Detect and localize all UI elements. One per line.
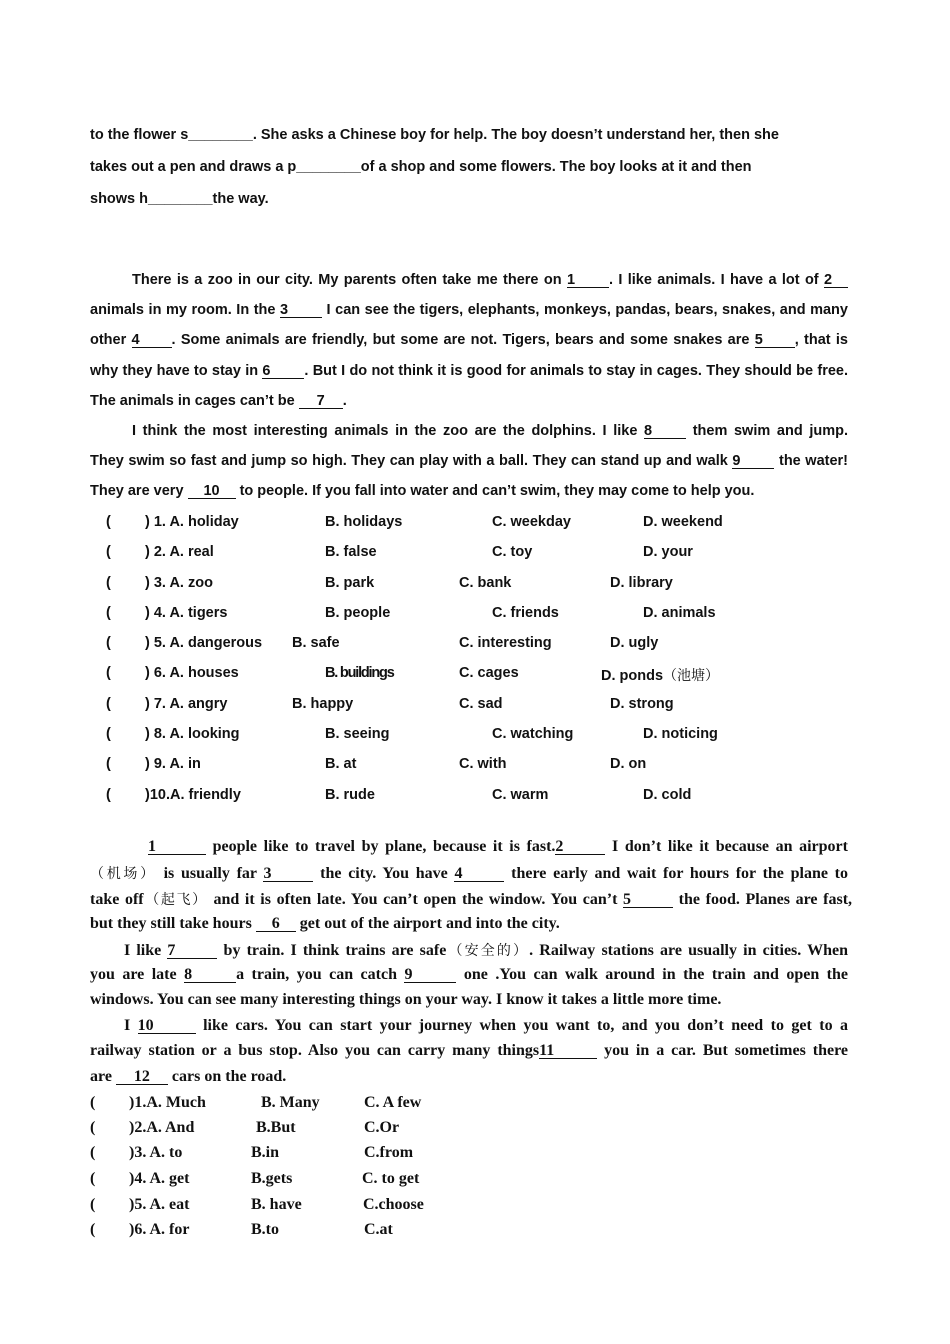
passage2-line-3	[90, 889, 852, 909]
text: They are very	[90, 483, 188, 499]
fill-blank: ________	[188, 127, 253, 143]
intro-line-1	[90, 127, 852, 143]
passage2-line-2	[90, 863, 848, 883]
passage2-line-7	[90, 991, 852, 1009]
option-c: C.Or	[364, 1119, 400, 1136]
blank-8: 8	[644, 424, 686, 439]
option-b: B. park	[325, 575, 375, 591]
option-d: D. on	[610, 756, 647, 772]
blank-8: 8	[184, 968, 236, 983]
text: take off	[90, 891, 144, 908]
text: . She asks a Chinese boy for help. The boy doesn’t understand her, then she	[252, 127, 779, 143]
option-b: B.gets	[251, 1170, 293, 1187]
option-b: B.But	[256, 1119, 296, 1136]
text: and it is often late. You can’t open the window. You can’t	[207, 891, 624, 908]
blank-7: 7	[299, 394, 343, 409]
option-c: C.from	[364, 1144, 414, 1161]
blank-10: 10	[188, 484, 236, 499]
blank-3: 3	[280, 303, 322, 318]
blank-6: 6	[256, 917, 296, 932]
option-b: B. Many	[261, 1094, 320, 1111]
option-b: B.in	[251, 1144, 280, 1161]
option-b: B. happy	[292, 696, 354, 712]
passage1-line-8	[90, 483, 852, 499]
option-a: )2.A. And	[129, 1119, 195, 1136]
option-c: C. interesting	[459, 635, 552, 651]
option-a: )1.A. Much	[129, 1094, 206, 1111]
option-a: ) 2. A. real	[145, 544, 214, 560]
answer-paren[interactable]: (	[106, 696, 111, 712]
passage2-line-6	[90, 966, 848, 984]
text: get out of the airport and into the city.	[295, 915, 560, 932]
option-a: ) 9. A. in	[145, 756, 201, 772]
text: are	[90, 1068, 116, 1085]
blank-5: 5	[623, 893, 673, 908]
option-c: C. watching	[492, 726, 574, 742]
answer-paren[interactable]: (	[90, 1144, 96, 1161]
option-c: C. warm	[492, 787, 549, 803]
text: to the flower s	[90, 127, 189, 143]
blank-12: 12	[116, 1070, 168, 1085]
blank-3: 3	[263, 867, 313, 882]
option-d: D. weekend	[643, 514, 723, 530]
text: by train. I think trains are safe	[217, 942, 447, 959]
option-a: ) 7. A. angry	[145, 696, 228, 712]
text: them swim and jump.	[686, 423, 848, 439]
blank-2: 2	[555, 840, 605, 855]
option-a: )5. A. eat	[129, 1196, 190, 1213]
passage2-line-5	[124, 940, 848, 960]
blank-4: 4	[132, 333, 172, 348]
option-a: ) 5. A. dangerous	[145, 635, 263, 651]
passage1-line-4	[90, 363, 848, 379]
answer-paren[interactable]: (	[90, 1170, 96, 1187]
fill-blank: ________	[148, 191, 213, 207]
text: but they still take hours	[90, 915, 256, 932]
text: the way.	[212, 191, 269, 207]
text: . Railway stations are usually in cities. When	[529, 942, 849, 959]
option-d: D. strong	[610, 696, 674, 712]
text: shows h	[90, 191, 149, 207]
blank-7: 7	[167, 944, 217, 959]
text: windows. You can see many interesting things on your way. I know it takes a little more time.	[90, 991, 722, 1008]
text: cars on the road.	[167, 1068, 287, 1085]
text: people like to travel by plane, because it is fast.	[206, 838, 556, 855]
option-b: B. holidays	[325, 514, 403, 530]
text: the city. You have	[313, 865, 455, 882]
option-c: C. cages	[459, 665, 519, 681]
option-b: B. have	[251, 1196, 302, 1213]
answer-paren[interactable]: (	[90, 1119, 96, 1136]
option-c: C. toy	[492, 544, 533, 560]
passage1-line-5	[90, 393, 852, 409]
option-b: B. false	[325, 544, 377, 560]
blank-4: 4	[454, 867, 504, 882]
option-a: )10.A. friendly	[145, 787, 241, 803]
blank-9: 9	[732, 454, 774, 469]
blank-11: 11	[539, 1044, 597, 1059]
answer-paren[interactable]: (	[90, 1196, 96, 1213]
answer-paren[interactable]: (	[106, 635, 111, 651]
blank-6: 6	[262, 364, 304, 379]
text: They swim so fast and jump so high. They can play with a ball. They can stand up and walk	[90, 453, 733, 469]
answer-paren[interactable]: (	[106, 544, 111, 560]
option-c: C.choose	[363, 1196, 424, 1213]
option-a: )4. A. get	[129, 1170, 190, 1187]
option-a: ) 4. A. tigers	[145, 605, 228, 621]
option-d: D. noticing	[643, 726, 718, 742]
text: other	[90, 332, 132, 348]
option-a: ) 1. A. holiday	[145, 514, 239, 530]
blank-1: 1	[148, 840, 206, 855]
option-a: ) 3. A. zoo	[145, 575, 213, 591]
text-chinese: （安全的）	[446, 943, 530, 959]
option-d: D. your	[643, 544, 693, 560]
text: I like	[124, 942, 168, 959]
blank-10: 10	[138, 1019, 196, 1034]
option-a: ) 8. A. looking	[145, 726, 240, 742]
option-a: )3. A. to	[129, 1144, 183, 1161]
option-b: B.to	[251, 1221, 279, 1238]
text: you are late	[90, 966, 185, 983]
answer-paren[interactable]: (	[106, 665, 111, 681]
text: . I like animals. I have a lot of	[608, 272, 824, 288]
text: I don’t like it because an airport	[605, 838, 848, 855]
blank-5: 5	[755, 333, 795, 348]
intro-line-3	[90, 191, 852, 207]
option-d	[601, 665, 719, 685]
text: takes out a pen and draws a p	[90, 159, 297, 175]
option-c: C. sad	[459, 696, 503, 712]
option-b: B. seeing	[325, 726, 390, 742]
option-c: C. with	[459, 756, 507, 772]
text: you in a car. But sometimes there	[597, 1042, 848, 1059]
text: like cars. You can start your journey when you want to, and you don’t need to get to a	[195, 1017, 849, 1034]
option-c: C. A few	[364, 1094, 422, 1111]
text: of a shop and some flowers. The boy looks at it and then	[360, 159, 752, 175]
passage2-line-1	[148, 838, 848, 856]
option-c: C. bank	[459, 575, 512, 591]
text: one .You can walk around in the train and open the	[456, 966, 849, 983]
answer-paren[interactable]: (	[90, 1221, 96, 1238]
option-c: C. weekday	[492, 514, 571, 530]
passage1-line-7	[90, 453, 848, 469]
passage2-line-10	[90, 1068, 852, 1086]
text: a train, you can catch	[236, 966, 405, 983]
text: animals in my room. In the	[90, 302, 281, 318]
answer-paren[interactable]: (	[106, 514, 111, 530]
option-b: B. buildings	[325, 665, 394, 681]
option-c: C.at	[364, 1221, 393, 1238]
answer-paren[interactable]: (	[90, 1094, 96, 1111]
text: There is a zoo in our city. My parents often take me there on	[132, 272, 567, 288]
option-d: D. library	[610, 575, 673, 591]
option-d-text: D. ponds	[601, 668, 664, 684]
option-d: D. animals	[643, 605, 716, 621]
text: to people. If you fall into water and can’t swim, they may come to help you.	[235, 483, 755, 499]
option-c: C. to get	[362, 1170, 420, 1187]
fill-blank: ________	[296, 159, 361, 175]
option-d-chinese: （池塘）	[663, 668, 720, 684]
blank-9: 9	[404, 968, 456, 983]
intro-line-2	[90, 159, 852, 175]
text: , that is	[794, 332, 848, 348]
answer-paren[interactable]: (	[106, 605, 111, 621]
passage1-line-3	[90, 332, 848, 348]
text: why they have to stay in	[90, 363, 263, 379]
option-b: B. at	[325, 756, 357, 772]
text: . But I do not think it is good for animals to stay in cages. They should be free.	[304, 363, 848, 379]
option-d: D. ugly	[610, 635, 659, 651]
text: I think the most interesting animals in the zoo are the dolphins. I like	[132, 423, 645, 439]
passage1-line-6	[132, 423, 848, 439]
text-chinese: （机场）	[90, 866, 157, 882]
passage2-line-9	[90, 1042, 848, 1060]
text: The animals in cages can’t be	[90, 393, 299, 409]
answer-paren[interactable]: (	[106, 756, 111, 772]
text: . Some animals are friendly, but some are not. Tigers, bears and some snakes are	[171, 332, 755, 348]
passage1-line-2	[90, 302, 848, 318]
blank-1: 1	[567, 273, 609, 288]
answer-paren[interactable]: (	[106, 787, 111, 803]
option-b: B. rude	[325, 787, 375, 803]
answer-paren[interactable]: (	[106, 726, 111, 742]
text: is usually far	[156, 865, 264, 882]
option-b: B. people	[325, 605, 391, 621]
text: I	[124, 1017, 138, 1034]
option-d: D. cold	[643, 787, 692, 803]
passage2-line-4	[90, 915, 852, 933]
text: the food. Planes are fast,	[673, 891, 853, 908]
option-a: ) 6. A. houses	[145, 665, 239, 681]
answer-paren[interactable]: (	[106, 575, 111, 591]
option-c: C. friends	[492, 605, 559, 621]
text-chinese: （起飞）	[143, 892, 208, 908]
passage1-line-1	[132, 272, 848, 288]
text: .	[342, 393, 347, 409]
passage2-line-8	[124, 1017, 848, 1035]
text: railway station or a bus stop. Also you can carry many things	[90, 1042, 540, 1059]
blank-2: 2	[824, 273, 848, 288]
text: there early and wait for hours for the plane to	[504, 865, 849, 882]
text: I can see the tigers, elephants, monkeys, pandas, bears, snakes, and many	[322, 302, 848, 318]
option-b: B. safe	[292, 635, 340, 651]
text: the water!	[774, 453, 849, 469]
option-a: )6. A. for	[129, 1221, 190, 1238]
